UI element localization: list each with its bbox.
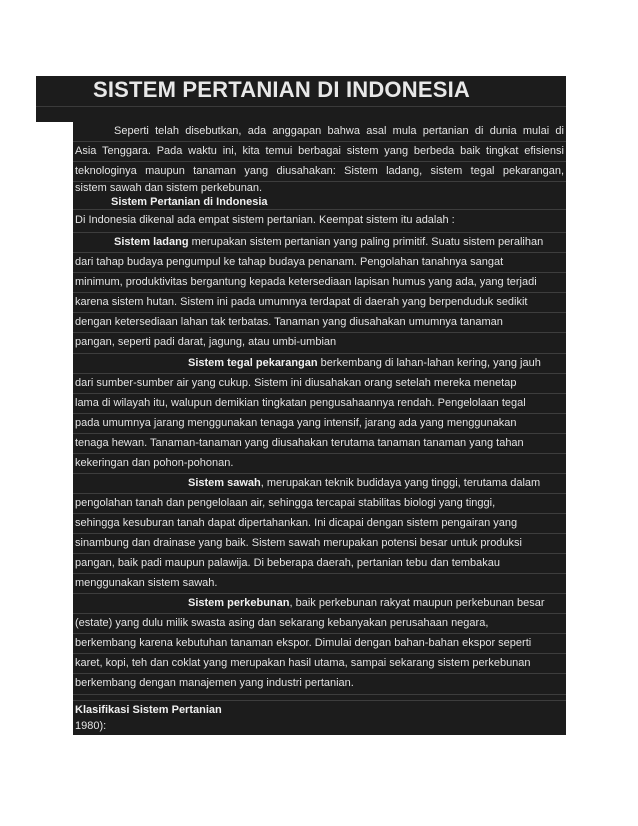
paragraph-line: [73, 534, 566, 554]
paragraph-line: [73, 273, 566, 293]
text-run: berkembang di lahan-lahan kering, yang jauh: [317, 357, 541, 369]
title-row: [36, 76, 566, 107]
paragraph-line: [73, 719, 566, 735]
page-title: SISTEM PERTANIAN DI INDONESIA: [93, 77, 470, 102]
text-run: pangan, baik padi maupun palawija. Di beberapa daerah, pertanian tebu dan tembakau: [75, 557, 501, 569]
paragraph-line: [73, 354, 566, 374]
term-sawah: Sistem sawah: [188, 477, 261, 489]
text-run: sistem sawah dan sistem perkebunan.: [75, 182, 263, 194]
text-run: Di Indonesia dikenal ada empat sistem pertanian. Keempat sistem itu adalah :: [75, 214, 455, 226]
paragraph-line: [73, 674, 566, 695]
text-run: pangan, seperti padi darat, jagung, atau umbi-umbian: [75, 336, 337, 348]
term-perkebunan: Sistem perkebunan: [188, 597, 290, 609]
text-run: teknologinya maupun tanaman yang diusahakan: Sistem ladang, sistem tegal pekarangan,: [75, 165, 564, 177]
paragraph-line: [73, 210, 566, 233]
text-run: tenaga hewan. Tanaman-tanaman yang diusahakan terutama tanaman tanaman yang tahan: [75, 437, 524, 449]
paragraph-line: [73, 142, 566, 162]
text-run: minimum, produktivitas bergantung kepada ketersediaan lapisan humus yang ada, yang terjadi: [75, 276, 537, 288]
text-run: berkembang karena kebutuhan tanaman ekspor. Dimulai dengan bahan-bahan ekspor seperti: [75, 637, 532, 649]
section-heading: [73, 701, 566, 720]
text-run: sinambung dan drainase yang baik. Sistem sawah merupakan potensi besar untuk produksi: [75, 537, 522, 549]
section-heading: [73, 196, 566, 210]
paragraph-line: [73, 162, 566, 182]
paragraph-line: [73, 182, 566, 196]
paragraph-line: [73, 333, 566, 354]
text-run: karena sistem hutan. Sistem ini pada umumnya terdapat di daerah yang berpenduduk sedikit: [75, 296, 528, 308]
text-run: menggunakan sistem sawah.: [75, 577, 218, 589]
paragraph-line: [73, 313, 566, 333]
paragraph-line: [73, 514, 566, 534]
text-run: dari sumber-sumber air yang cukup. Sistem ini diusahakan orang setelah mereka menetap: [75, 377, 517, 389]
paragraph-line: [73, 454, 566, 474]
paragraph-line: [73, 253, 566, 273]
text-run: Asia Tenggara. Pada waktu ini, kita temui berbagai sistem yang berbeda baik tingkat efisiensi: [75, 145, 564, 157]
paragraph-line: [73, 654, 566, 674]
text-run: lama di wilayah itu, walupun demikian tingkatan pengusahaannya rendah. Pengelolaan tegal: [75, 397, 526, 409]
text-run: kekeringan dan pohon-pohonan.: [75, 457, 234, 469]
text-run: (estate) yang dulu milik swasta asing dan sekarang kebanyakan perusahaan negara,: [75, 617, 489, 629]
text-run: dari tahap budaya pengumpul ke tahap budaya penanam. Pengolahan tanahnya sangat: [75, 256, 504, 268]
paragraph-line: [73, 634, 566, 654]
text-run: , baik perkebunan rakyat maupun perkebunan besar: [289, 597, 545, 609]
text-run: sehingga kesuburan tanah dapat dipertahankan. Ini dicapai dengan sistem pengairan yang: [75, 517, 518, 529]
paragraph-line: [73, 474, 566, 494]
paragraph-line: [73, 394, 566, 414]
paragraph-line: [73, 614, 566, 634]
term-tegal-pekarangan: Sistem tegal pekarangan: [188, 357, 318, 369]
term-ladang: Sistem ladang: [114, 236, 189, 248]
document-body: [73, 122, 566, 734]
paragraph-line: [73, 594, 566, 614]
text-run: berkembang dengan manajemen yang industri pertanian.: [75, 677, 354, 689]
heading-text: Sistem Pertanian di Indonesia: [111, 196, 268, 208]
text-run: pengolahan tanah dan pengelolaan air, sehingga tercapai stabilitas biologi yang tinggi,: [75, 497, 496, 509]
paragraph-line: [73, 574, 566, 594]
paragraph-line: [73, 293, 566, 313]
text-run: dengan ketersediaan lahan tak terbatas. Tanaman yang diusahakan umumnya tanaman: [75, 316, 503, 328]
paragraph-line: [73, 494, 566, 514]
text-run: 1980):: [75, 720, 107, 732]
paragraph-line: [73, 414, 566, 434]
paragraph-line: [73, 554, 566, 574]
text-run: Seperti telah disebutkan, ada anggapan bahwa asal mula pertanian di dunia mulai di: [114, 125, 564, 137]
paragraph-line: [73, 374, 566, 394]
text-run: , merupakan teknik budidaya yang tinggi, terutama dalam: [260, 477, 541, 489]
text-run: pada umumnya jarang menggunakan tenaga yang intensif, jarang ada yang menggunakan: [75, 417, 517, 429]
paragraph-line: [73, 434, 566, 454]
text-run: karet, kopi, teh dan coklat yang merupakan hasil utama, sampai sekarang sistem perkebunan: [75, 657, 531, 669]
paragraph-line: [73, 122, 566, 142]
text-run: merupakan sistem pertanian yang paling primitif. Suatu sistem peralihan: [188, 236, 544, 248]
paragraph-line: [73, 233, 566, 253]
heading-text: Klasifikasi Sistem Pertanian: [75, 704, 222, 716]
